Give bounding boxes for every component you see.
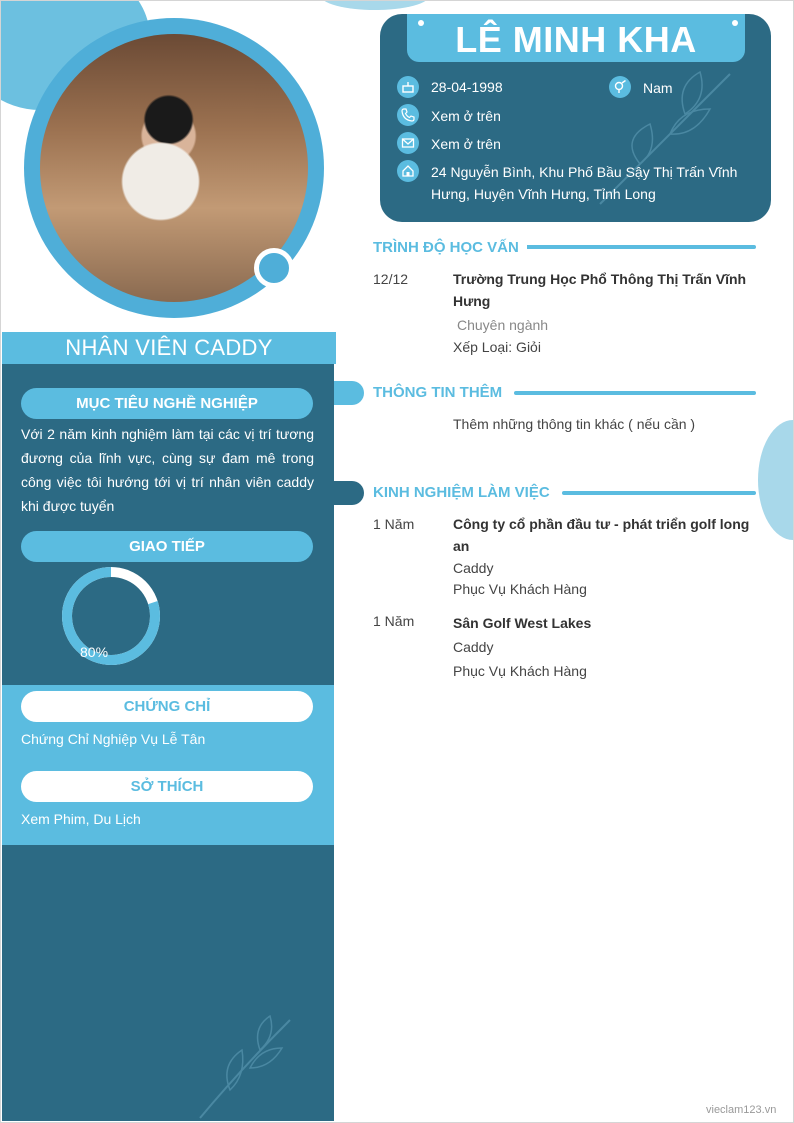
phone-icon (397, 104, 419, 126)
section-underline (562, 491, 756, 495)
pin-dot (418, 20, 424, 26)
address-text: 24 Nguyễn Bình, Khu Phố Bầu Sậy Thị Trấn Vĩnh Hưng, Huyện Vĩnh Hưng, Tỉnh Long (431, 164, 738, 202)
section-tab (334, 381, 364, 405)
pin-dot (732, 20, 738, 26)
experience-company: Sân Golf West Lakes (453, 615, 592, 631)
avatar-decor-dot (254, 248, 294, 288)
decorative-blob-right (758, 420, 794, 540)
education-major: Chuyên ngành (457, 317, 549, 333)
extra-info-text: Thêm những thông tin khác ( nếu cần ) (453, 416, 696, 432)
education-rank: Xếp Loại: Giỏi (453, 339, 541, 355)
extra-info-heading: THÔNG TIN THÊM (373, 383, 510, 403)
gender-text: Nam (643, 80, 673, 96)
skill-percent-label: 80% (80, 644, 109, 660)
hobbies-heading: SỞ THÍCH (21, 771, 313, 802)
candidate-name: LÊ MINH KHA (407, 14, 745, 62)
experience-role: Caddy (453, 639, 494, 655)
email-text: Xem ở trên (431, 136, 501, 152)
birthday-cake-icon (397, 76, 419, 98)
section-underline (500, 245, 756, 249)
education-heading: TRÌNH ĐỘ HỌC VẤN (373, 238, 527, 258)
objective-heading: MỤC TIÊU NGHỀ NGHIỆP (21, 388, 313, 419)
education-grade: 12/12 (373, 271, 409, 287)
leaf-decoration-icon (190, 1010, 310, 1120)
education-school: Trường Trung Học Phổ Thông Thị Trấn Vĩnh Hưng (453, 271, 747, 309)
watermark: vieclam123.vn (706, 1104, 777, 1116)
phone-text: Xem ở trên (431, 108, 501, 124)
experience-role: Caddy (453, 560, 494, 576)
position-title: NHÂN VIÊN CADDY (2, 332, 336, 364)
hobbies-text: Xem Phim, Du Lịch (21, 811, 141, 827)
home-icon (397, 160, 419, 182)
skill-donut-chart (60, 565, 162, 667)
skill-heading: GIAO TIẾP (21, 531, 313, 562)
experience-duration: 1 Năm (373, 516, 415, 532)
email-icon (397, 132, 419, 154)
section-underline (514, 391, 756, 395)
gender-icon (609, 76, 631, 98)
experience-description: Phục Vụ Khách Hàng (453, 581, 587, 597)
experience-company: Công ty cổ phần đầu tư - phát triển golf long an (453, 516, 750, 554)
experience-description: Phục Vụ Khách Hàng (453, 663, 587, 679)
objective-text: Với 2 năm kinh nghiệm làm tại các vị trí tương đương của lĩnh vực, cùng sự đam mê trong công việc tôi hướng tới vị trí nhân viên caddy khi được tuyển (21, 426, 314, 514)
section-tab (334, 481, 364, 505)
experience-heading: KINH NGHIỆM LÀM VIỆC (373, 483, 558, 503)
certificates-heading: CHỨNG CHỈ (21, 691, 313, 722)
dob-text: 28-04-1998 (431, 79, 503, 95)
certificates-text: Chứng Chỉ Nghiệp Vụ Lễ Tân (21, 731, 206, 747)
decorative-blob-top (320, 0, 430, 10)
experience-duration: 1 Năm (373, 613, 415, 629)
